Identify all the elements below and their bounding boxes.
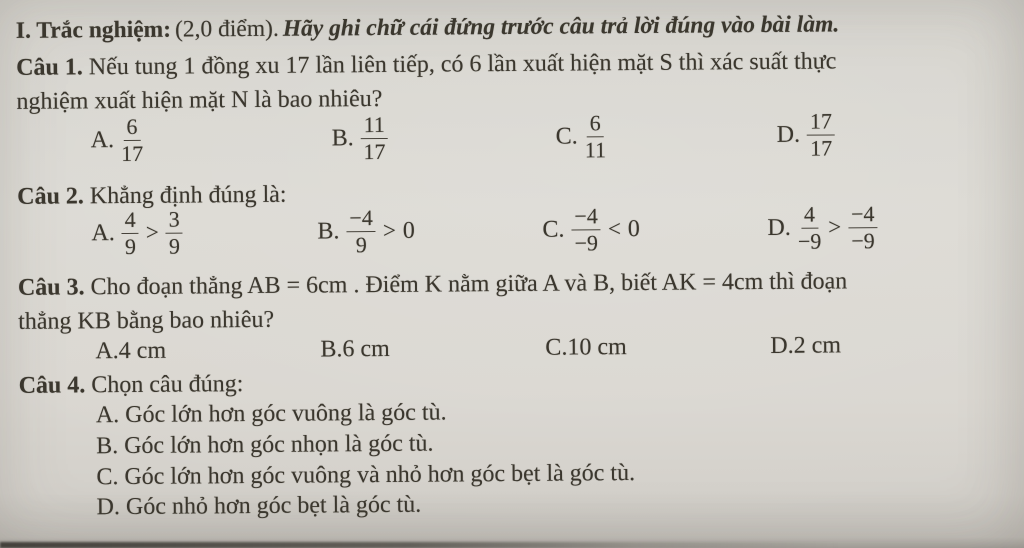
fraction-denominator: 11 [584, 136, 607, 163]
q1-option-d [777, 109, 836, 160]
comparison-value: 0 [402, 217, 415, 244]
option-letter: A. [95, 402, 120, 429]
question-3-line-1 [18, 265, 1010, 303]
option-letter: D. [776, 121, 801, 148]
fraction-numerator: 6 [123, 115, 140, 141]
q3-option-d [770, 332, 841, 360]
question-1-text: Nếu tung 1 đồng xu 17 lần liên tiếp, có 6 lần xuất hiện mặt S thì xác suất thực [88, 48, 837, 81]
option-text: 6 cm [342, 335, 390, 363]
q2-option-d [767, 202, 878, 253]
question-3-line-2: thẳng KB bằng bao nhiêu? [18, 306, 275, 335]
fraction-numerator: 6 [587, 111, 604, 137]
q2-option-a [91, 208, 183, 259]
q3-option-c [545, 334, 627, 362]
photo-bottom-shadow [0, 542, 1024, 548]
option-letter: B. [96, 432, 119, 460]
option-letter: D. [767, 214, 791, 241]
section-instruction: Hãy ghi chữ cái đứng trước câu trả lời đúng vào bài làm. [282, 11, 840, 42]
fraction-denominator: 9 [124, 233, 137, 259]
option-letter: C. [542, 216, 565, 243]
fraction-denominator: −9 [797, 228, 822, 254]
q1-option-a [91, 115, 144, 166]
option-text: Góc lớn hơn góc vuông và nhỏ hơn góc bẹt là góc tù. [124, 459, 636, 490]
option-letter: C. [96, 463, 119, 490]
q2-option-c [542, 204, 640, 255]
comparison-operator: > [828, 214, 842, 240]
question-1-line-1 [16, 45, 1008, 83]
option-text: Góc nhỏ hơn góc bẹt là góc tù. [125, 492, 422, 521]
q1-option-b [332, 113, 389, 164]
question-4-label: Câu 4. [18, 372, 86, 399]
question-3-label: Câu 3. [17, 274, 85, 301]
fraction [585, 111, 607, 162]
fraction-numerator: 4 [801, 203, 818, 229]
question-3-text: Cho đoạn thẳng AB = 6cm . Điểm K nằm giữa A và B, biết AK = 4cm thì đoạn [90, 268, 848, 301]
fraction-denominator: 17 [810, 135, 833, 161]
fraction-denominator: −9 [851, 227, 875, 254]
question-4-text: Chọn câu đúng: [91, 371, 244, 399]
section-points: (2,0 điểm). [174, 15, 279, 43]
comparison-operator: < [607, 216, 621, 242]
fraction-denominator: 17 [363, 138, 386, 164]
option-letter: D. [96, 494, 121, 521]
option-letter: A. [95, 338, 119, 365]
q3-option-b [320, 336, 390, 364]
fraction [361, 113, 389, 164]
option-text: Góc lớn hơn góc vuông là góc tù. [125, 399, 447, 429]
fraction [798, 203, 822, 254]
fraction [848, 202, 878, 253]
option-letter: C. [545, 334, 568, 361]
fraction [571, 204, 601, 255]
q1-option-c [556, 111, 607, 162]
fraction-numerator: 4 [122, 208, 139, 234]
fraction-numerator: 3 [166, 208, 183, 234]
fraction-numerator: −4 [848, 202, 878, 228]
option-letter: C. [555, 123, 578, 150]
q3-option-a [95, 338, 166, 366]
q4-option-d [97, 486, 997, 524]
fraction [122, 208, 139, 259]
comparison-value: 0 [627, 215, 640, 242]
fraction-numerator: −4 [346, 206, 376, 232]
fraction [166, 208, 183, 259]
option-text: Góc lớn hơn góc nhọn là góc tù. [124, 430, 434, 459]
option-letter: B. [320, 336, 343, 363]
option-letter: A. [90, 126, 115, 154]
question-2-options [0, 201, 1024, 271]
option-letter: D. [770, 332, 794, 359]
question-1-options [0, 108, 1023, 178]
option-text: 4 cm [118, 337, 167, 365]
fraction [346, 206, 376, 257]
option-letter: B. [331, 124, 354, 152]
option-letter: A. [91, 219, 115, 247]
fraction-numerator: −4 [571, 204, 601, 230]
section-header [16, 10, 1008, 45]
fraction-numerator: 11 [361, 113, 388, 139]
fraction-denominator: 9 [355, 231, 367, 257]
question-2-label: Câu 2. [17, 183, 84, 210]
question-2-text: Khẳng định đúng là: [89, 181, 287, 210]
q2-option-b [317, 206, 415, 257]
question-4-options [96, 393, 997, 523]
comparison-operator: > [145, 220, 159, 246]
fraction-numerator: 17 [807, 109, 835, 135]
fraction-denominator: 17 [121, 140, 144, 166]
option-text: 10 cm [567, 334, 627, 361]
fraction [807, 109, 835, 160]
option-letter: B. [317, 218, 340, 245]
section-label: I. Trắc nghiệm: [15, 16, 172, 44]
option-text: 2 cm [793, 332, 842, 359]
fraction [121, 115, 143, 166]
question-1-line-2: nghiệm xuất hiện mặt N là bao nhiêu? [16, 85, 383, 115]
fraction-denominator: −9 [574, 230, 599, 256]
fraction-denominator: 9 [168, 233, 180, 259]
comparison-operator: > [382, 218, 396, 244]
question-1-label: Câu 1. [16, 54, 83, 81]
